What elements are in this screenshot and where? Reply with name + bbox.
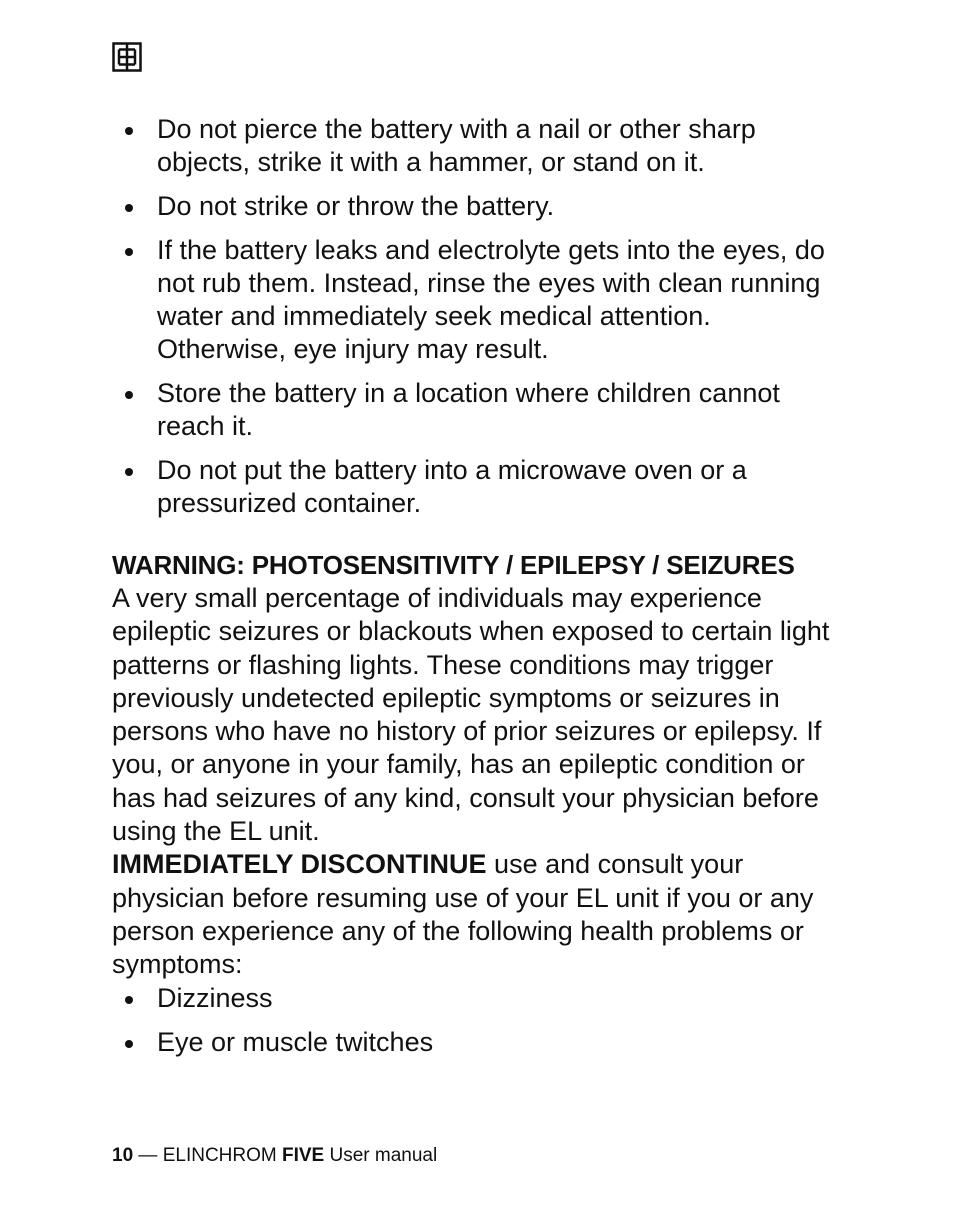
list-item: If the battery leaks and electrolyte gets into the eyes, do not rub them. Instead, rinse the eyes with clean running water and immediately seek medical attention. Otherwise, eye injury may result. xyxy=(112,234,847,366)
warning-text: A very small percentage of individuals may experience epileptic seizures or blackouts when exposed to certain light patterns or flashing lights. These conditions may trigger previously undetected epileptic symptoms or seizures in persons who have no history of prior seizures or epilepsy. If you, or anyone in your family, has an epileptic condition or has had seizures of any kind, consult your physician before using the EL unit. xyxy=(112,583,830,847)
bullet-icon xyxy=(125,996,133,1004)
bullet-icon xyxy=(125,204,133,212)
list-item: Do not put the battery into a microwave oven or a pressurized container. xyxy=(112,454,847,520)
list-item: Eye or muscle twitches xyxy=(112,1026,847,1059)
list-item: Dizziness xyxy=(112,982,847,1015)
discontinue-paragraph xyxy=(112,848,847,981)
bullet-icon xyxy=(125,468,133,476)
page-content xyxy=(112,113,847,1070)
list-item: Do not strike or throw the battery. xyxy=(112,190,847,223)
footer-product: FIVE xyxy=(282,1145,325,1166)
page-number: 10 xyxy=(112,1145,134,1166)
list-item: Do not pierce the battery with a nail or other sharp objects, strike it with a hammer, or stand on it. xyxy=(112,113,847,179)
bullet-icon xyxy=(125,391,133,399)
discontinue-text: use and consult your physician before resuming use of your EL unit if you or any person experience any of the following health problems or symptoms: xyxy=(112,849,814,980)
footer-brand: — ELINCHROM xyxy=(133,1145,282,1166)
bullet-icon xyxy=(125,248,133,256)
symptoms-list xyxy=(112,982,847,1059)
bullet-icon xyxy=(125,127,133,135)
elinchrom-logo-icon xyxy=(112,42,142,72)
footer-suffix: User manual xyxy=(324,1145,438,1166)
bullet-icon xyxy=(125,1040,133,1048)
warning-heading: WARNING: PHOTOSENSITIVITY / EPILEPSY / SEIZURES xyxy=(112,550,795,580)
discontinue-emphasis: IMMEDIATELY DISCONTINUE xyxy=(112,849,487,880)
page-footer xyxy=(112,1144,437,1168)
list-item: Store the battery in a location where children cannot reach it. xyxy=(112,377,847,443)
battery-safety-list xyxy=(112,113,847,520)
